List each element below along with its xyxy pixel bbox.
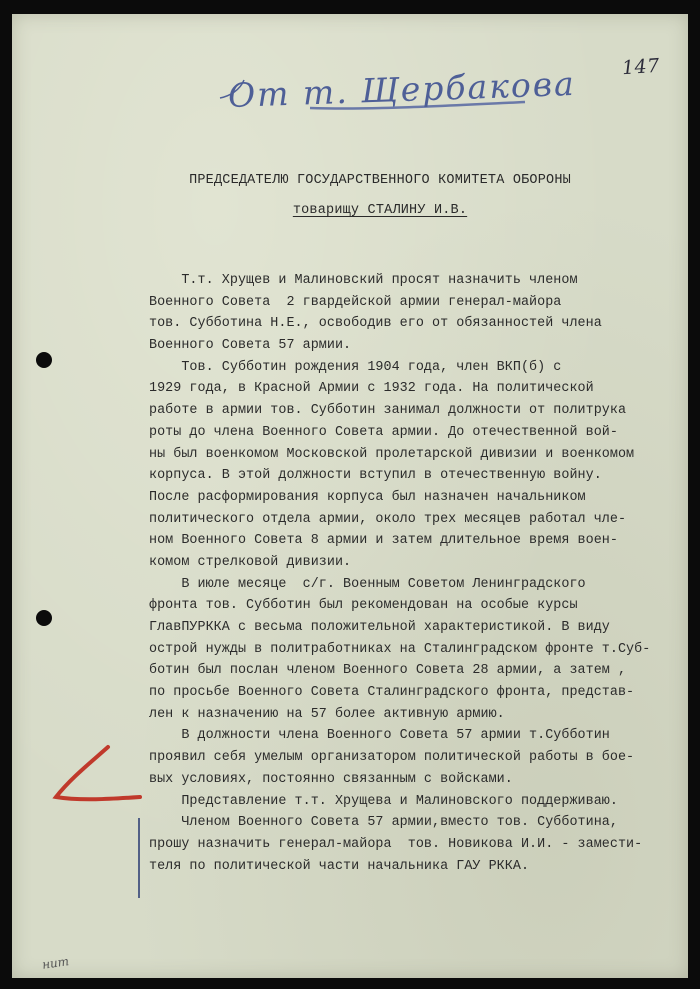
body-line: по просьбе Военного Совета Сталинградского фронта, представ-: [149, 685, 635, 701]
addressee-name: товарищу СТАЛИНУ И.В.: [292, 203, 468, 218]
body-line: политического отдела армии, около трех месяцев работал чле-: [149, 511, 627, 527]
letter-body: [149, 270, 649, 877]
red-margin-mark-icon: [40, 735, 150, 815]
body-line: корпуса. В этой должности вступил в отечественную войну.: [149, 468, 602, 484]
body-line: Т.т. Хрущев и Малиновский просят назначить членом: [149, 273, 578, 288]
body-line: комом стрелковой дивизии.: [149, 554, 352, 570]
margin-line: [138, 818, 140, 898]
body-line: В должности члена Военного Совета 57 армии т.Субботин: [149, 728, 610, 744]
body-line: вых условиях, постоянно связанным с войсками.: [149, 771, 513, 787]
handwritten-header: От т. Щербакова: [227, 63, 577, 116]
body-line: ГлавПУРККА с весьма положительной характеристикой. В виду: [149, 620, 610, 635]
body-line: ны был военкомом Московской пролетарской дивизии и военкомом: [149, 446, 635, 462]
body-line: роты до члена Военного Совета армии. До отечественной вой-: [149, 424, 618, 440]
addressee-title: ПРЕДСЕДАТЕЛЮ ГОСУДАРСТВЕННОГО КОМИТЕТА ОБОРОНЫ: [189, 173, 571, 188]
body-line: Представление т.т. Хрущева и Малиновского поддерживаю.: [149, 793, 618, 809]
body-line: Тов. Субботин рождения 1904 года, член ВКП(б) с: [149, 359, 562, 375]
body-line: ботин был послан членом Военного Совета 28 армии, а затем ,: [149, 663, 627, 679]
body-line: лен к назначению на 57 более активную армию.: [149, 706, 505, 722]
body-line: Военного Совета 2 гвардейской армии генерал-майора: [149, 294, 562, 310]
body-line: острой нужды в политработниках на Сталинградском фронте т.Суб-: [149, 641, 651, 657]
body-line: После расформирования корпуса был назначен начальником: [149, 489, 586, 505]
punch-hole: [36, 352, 52, 368]
body-line: 1929 года, в Красной Армии с 1932 года. На политической: [149, 381, 594, 397]
body-line: работе в армии тов. Субботин занимал должности от политрука: [149, 403, 627, 419]
body-line: теля по политической части начальника ГАУ РККА.: [149, 858, 530, 874]
body-line: проявил себя умелым организатором политической работы в бое-: [149, 750, 635, 766]
corner-note: нит: [41, 954, 70, 972]
body-line: прошу назначить генерал-майора тов. Новикова И.И. - замести-: [149, 836, 643, 852]
body-line: фронта тов. Субботин был рекомендован на особые курсы: [149, 598, 578, 614]
body-line: В июле месяце с/г. Военным Советом Ленинградского: [149, 576, 586, 592]
punch-hole: [36, 610, 52, 626]
page-number: 147: [621, 54, 661, 80]
body-line: ном Военного Совета 8 армии и затем длительное время воен-: [149, 533, 618, 549]
body-line: Членом Военного Совета 57 армии,вместо тов. Субботина,: [149, 815, 618, 831]
body-line: тов. Субботина Н.Е., освободив его от обязанностей члена: [149, 316, 602, 332]
body-line: Военного Совета 57 армии.: [149, 338, 352, 354]
